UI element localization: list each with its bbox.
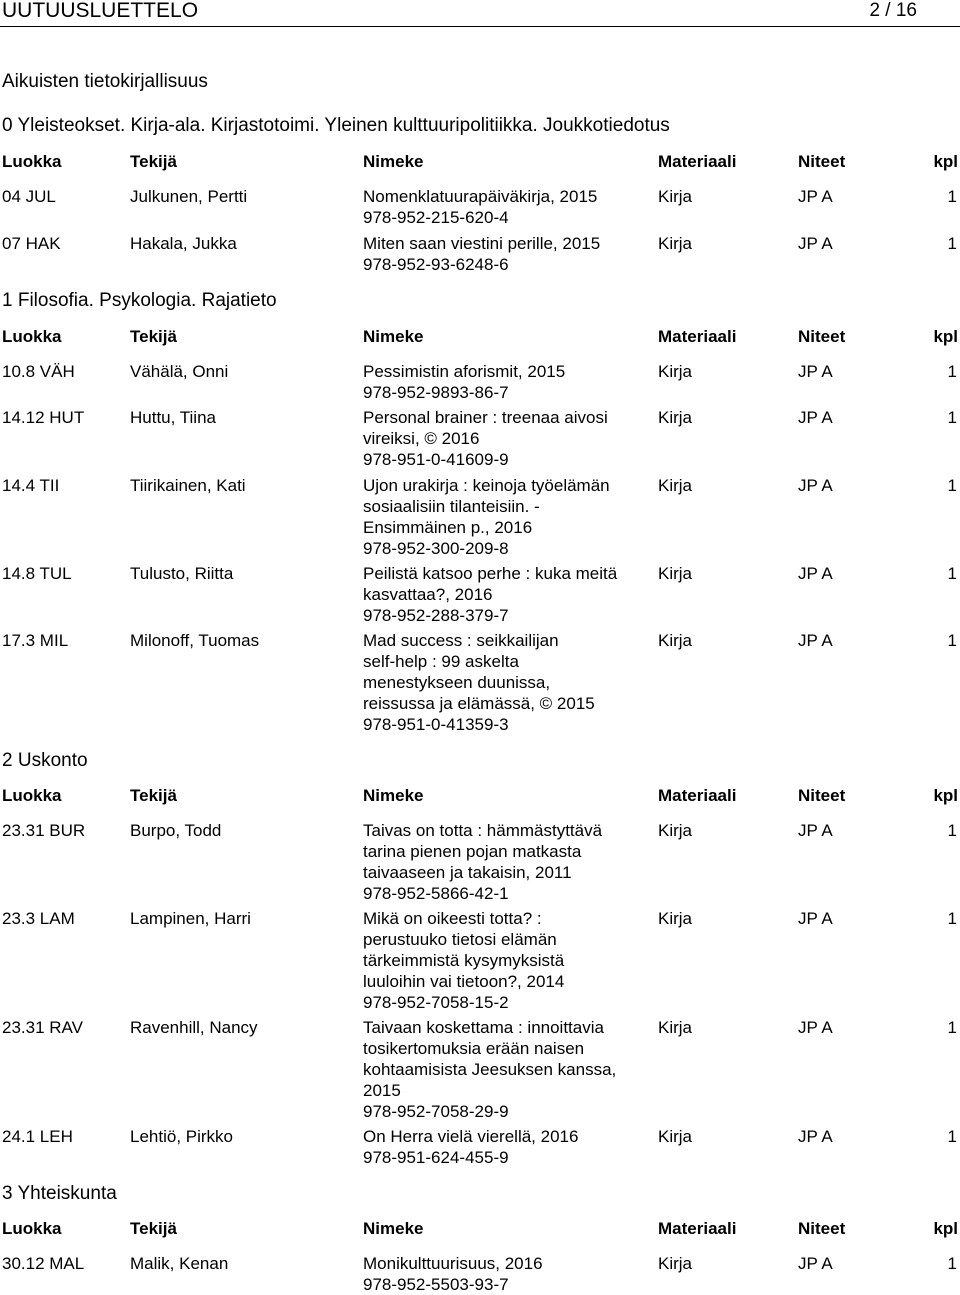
cell-tekija: Lehtiö, Pirkko xyxy=(130,1127,233,1146)
title-line: reissussa ja elämässä, © 2015 xyxy=(363,694,595,713)
cell-tekija: Huttu, Tiina xyxy=(130,408,216,427)
cell-luokka: 23.3 LAM xyxy=(2,909,75,928)
title-line: 978-951-624-455-9 xyxy=(363,1148,509,1167)
column-header-niteet: Niteet xyxy=(798,1219,846,1238)
column-header-niteet: Niteet xyxy=(798,327,846,346)
table-header xyxy=(0,786,960,808)
cell-niteet: JP A xyxy=(798,1018,833,1037)
cell-luokka: 30.12 MAL xyxy=(2,1254,85,1273)
title-line: 978-951-0-41609-9 xyxy=(363,450,509,469)
title-line: 978-952-5866-42-1 xyxy=(363,884,509,903)
cell-nimeke xyxy=(363,1017,648,1122)
title-line: Mad success : seikkailijan xyxy=(363,631,559,650)
page-header xyxy=(0,0,960,30)
title-line: kasvattaa?, 2016 xyxy=(363,585,493,604)
document-title: UUTUUSLUETTELO xyxy=(2,0,199,22)
cell-nimeke xyxy=(363,908,648,1013)
title-line: taivaaseen ja takaisin, 2011 xyxy=(363,863,572,882)
group-title: Aikuisten tietokirjallisuus xyxy=(2,71,208,92)
column-header-kpl: kpl xyxy=(933,152,958,171)
cell-luokka: 14.12 HUT xyxy=(2,408,85,427)
cell-tekija: Malik, Kenan xyxy=(130,1254,229,1273)
cell-kpl: 1 xyxy=(947,362,957,381)
cell-kpl: 1 xyxy=(947,631,957,650)
title-line: tosikertomuksia erään naisen xyxy=(363,1039,585,1058)
title-line: 978-951-0-41359-3 xyxy=(363,715,509,734)
title-line: Taivas on totta : hämmästyttävä xyxy=(363,821,603,840)
cell-kpl: 1 xyxy=(947,1254,957,1273)
column-header-luokka: Luokka xyxy=(2,327,62,346)
cell-materiaali: Kirja xyxy=(658,631,693,650)
table-header xyxy=(0,327,960,349)
title-line: Pessimistin aforismit, 2015 xyxy=(363,362,566,381)
cell-niteet: JP A xyxy=(798,408,833,427)
title-line: self-help : 99 askelta xyxy=(363,652,519,671)
cell-niteet: JP A xyxy=(798,187,833,206)
cell-materiaali: Kirja xyxy=(658,362,693,381)
cell-kpl: 1 xyxy=(947,476,957,495)
cell-tekija: Vähälä, Onni xyxy=(130,362,229,381)
column-header-kpl: kpl xyxy=(933,327,958,346)
title-line: 978-952-215-620-4 xyxy=(363,208,509,227)
cell-nimeke xyxy=(363,630,648,735)
column-header-nimeke: Nimeke xyxy=(363,1219,424,1238)
title-line: sosiaalisiin tilanteisiin. - xyxy=(363,497,540,516)
title-line: Taivaan koskettama : innoittavia xyxy=(363,1018,604,1037)
cell-niteet: JP A xyxy=(798,362,833,381)
cell-nimeke xyxy=(363,820,648,904)
cell-tekija: Hakala, Jukka xyxy=(130,234,237,253)
column-header-materiaali: Materiaali xyxy=(658,327,737,346)
cell-tekija: Tiirikainen, Kati xyxy=(130,476,246,495)
column-header-niteet: Niteet xyxy=(798,786,846,805)
column-header-nimeke: Nimeke xyxy=(363,152,424,171)
section-title: 1 Filosofia. Psykologia. Rajatieto xyxy=(2,290,277,311)
cell-kpl: 1 xyxy=(947,821,957,840)
cell-kpl: 1 xyxy=(947,909,957,928)
cell-materiaali: Kirja xyxy=(658,1127,693,1146)
title-line: Personal brainer : treenaa aivosi xyxy=(363,408,608,427)
cell-tekija: Julkunen, Pertti xyxy=(130,187,248,206)
cell-materiaali: Kirja xyxy=(658,564,693,583)
cell-tekija: Burpo, Todd xyxy=(130,821,222,840)
cell-kpl: 1 xyxy=(947,564,957,583)
title-line: 978-952-93-6248-6 xyxy=(363,255,509,274)
cell-luokka: 10.8 VÄH xyxy=(2,362,75,381)
title-line: 978-952-9893-86-7 xyxy=(363,383,509,402)
cell-nimeke xyxy=(363,1126,648,1168)
column-header-kpl: kpl xyxy=(933,786,958,805)
title-line: vireiksi, © 2016 xyxy=(363,429,480,448)
cell-niteet: JP A xyxy=(798,234,833,253)
cell-luokka: 17.3 MIL xyxy=(2,631,69,650)
cell-materiaali: Kirja xyxy=(658,187,693,206)
title-line: 978-952-7058-29-9 xyxy=(363,1102,509,1121)
title-line: Miten saan viestini perille, 2015 xyxy=(363,234,601,253)
section-title: 0 Yleisteokset. Kirja-ala. Kirjastotoimi. Yleinen kulttuuripolitiikka. Joukkotiedotus xyxy=(2,115,670,136)
cell-kpl: 1 xyxy=(947,187,957,206)
title-line: menestykseen duunissa, xyxy=(363,673,551,692)
title-line: perustuuko tietosi elämän xyxy=(363,930,557,949)
cell-luokka: 07 HAK xyxy=(2,234,61,253)
cell-materiaali: Kirja xyxy=(658,234,693,253)
cell-kpl: 1 xyxy=(947,1127,957,1146)
cell-luokka: 24.1 LEH xyxy=(2,1127,73,1146)
title-line: kohtaamisista Jeesuksen kanssa, xyxy=(363,1060,617,1079)
cell-luokka: 04 JUL xyxy=(2,187,56,206)
title-line: Nomenklatuurapäiväkirja, 2015 xyxy=(363,187,598,206)
cell-nimeke xyxy=(363,186,648,228)
cell-kpl: 1 xyxy=(947,234,957,253)
column-header-tekija: Tekijä xyxy=(130,786,177,805)
cell-luokka: 14.8 TUL xyxy=(2,564,72,583)
column-header-nimeke: Nimeke xyxy=(363,786,424,805)
title-line: Ujon urakirja : keinoja työelämän xyxy=(363,476,610,495)
table-header xyxy=(0,152,960,174)
cell-nimeke xyxy=(363,233,648,275)
table-header xyxy=(0,1219,960,1241)
cell-niteet: JP A xyxy=(798,1127,833,1146)
title-line: tarina pienen pojan matkasta xyxy=(363,842,582,861)
cell-nimeke xyxy=(363,563,648,626)
cell-niteet: JP A xyxy=(798,909,833,928)
cell-niteet: JP A xyxy=(798,1254,833,1273)
title-line: 2015 xyxy=(363,1081,401,1100)
cell-niteet: JP A xyxy=(798,821,833,840)
cell-tekija: Milonoff, Tuomas xyxy=(130,631,260,650)
cell-niteet: JP A xyxy=(798,476,833,495)
cell-materiaali: Kirja xyxy=(658,1254,693,1273)
title-line: 978-952-288-379-7 xyxy=(363,606,509,625)
section-title: 3 Yhteiskunta xyxy=(2,1183,117,1204)
column-header-materiaali: Materiaali xyxy=(658,786,737,805)
cell-tekija: Ravenhill, Nancy xyxy=(130,1018,258,1037)
cell-luokka: 23.31 BUR xyxy=(2,821,86,840)
column-header-luokka: Luokka xyxy=(2,786,62,805)
column-header-tekija: Tekijä xyxy=(130,327,177,346)
cell-kpl: 1 xyxy=(947,1018,957,1037)
column-header-materiaali: Materiaali xyxy=(658,1219,737,1238)
title-line: Mikä on oikeesti totta? : xyxy=(363,909,542,928)
title-line: tärkeimmistä kysymyksistä xyxy=(363,951,565,970)
column-header-materiaali: Materiaali xyxy=(658,152,737,171)
header-rule xyxy=(0,26,960,27)
column-header-niteet: Niteet xyxy=(798,152,846,171)
cell-nimeke xyxy=(363,407,648,470)
cell-niteet: JP A xyxy=(798,631,833,650)
cell-luokka: 23.31 RAV xyxy=(2,1018,83,1037)
cell-nimeke xyxy=(363,1253,648,1295)
title-line: On Herra vielä vierellä, 2016 xyxy=(363,1127,579,1146)
cell-materiaali: Kirja xyxy=(658,909,693,928)
cell-tekija: Tulusto, Riitta xyxy=(130,564,234,583)
column-header-luokka: Luokka xyxy=(2,152,62,171)
cell-materiaali: Kirja xyxy=(658,408,693,427)
title-line: Peilistä katsoo perhe : kuka meitä xyxy=(363,564,618,583)
page-number: 2 / 16 xyxy=(869,0,917,21)
title-line: 978-952-300-209-8 xyxy=(363,539,509,558)
cell-materiaali: Kirja xyxy=(658,1018,693,1037)
cell-materiaali: Kirja xyxy=(658,476,693,495)
title-line: 978-952-5503-93-7 xyxy=(363,1275,509,1294)
title-line: 978-952-7058-15-2 xyxy=(363,993,509,1012)
cell-luokka: 14.4 TII xyxy=(2,476,60,495)
column-header-nimeke: Nimeke xyxy=(363,327,424,346)
title-line: Monikulttuurisuus, 2016 xyxy=(363,1254,543,1273)
column-header-luokka: Luokka xyxy=(2,1219,62,1238)
cell-nimeke xyxy=(363,475,648,559)
cell-nimeke xyxy=(363,361,648,403)
cell-tekija: Lampinen, Harri xyxy=(130,909,251,928)
title-line: Ensimmäinen p., 2016 xyxy=(363,518,533,537)
column-header-tekija: Tekijä xyxy=(130,1219,177,1238)
section-title: 2 Uskonto xyxy=(2,750,88,771)
column-header-tekija: Tekijä xyxy=(130,152,177,171)
cell-materiaali: Kirja xyxy=(658,821,693,840)
cell-niteet: JP A xyxy=(798,564,833,583)
title-line: luuloihin vai tietoon?, 2014 xyxy=(363,972,565,991)
column-header-kpl: kpl xyxy=(933,1219,958,1238)
cell-kpl: 1 xyxy=(947,408,957,427)
